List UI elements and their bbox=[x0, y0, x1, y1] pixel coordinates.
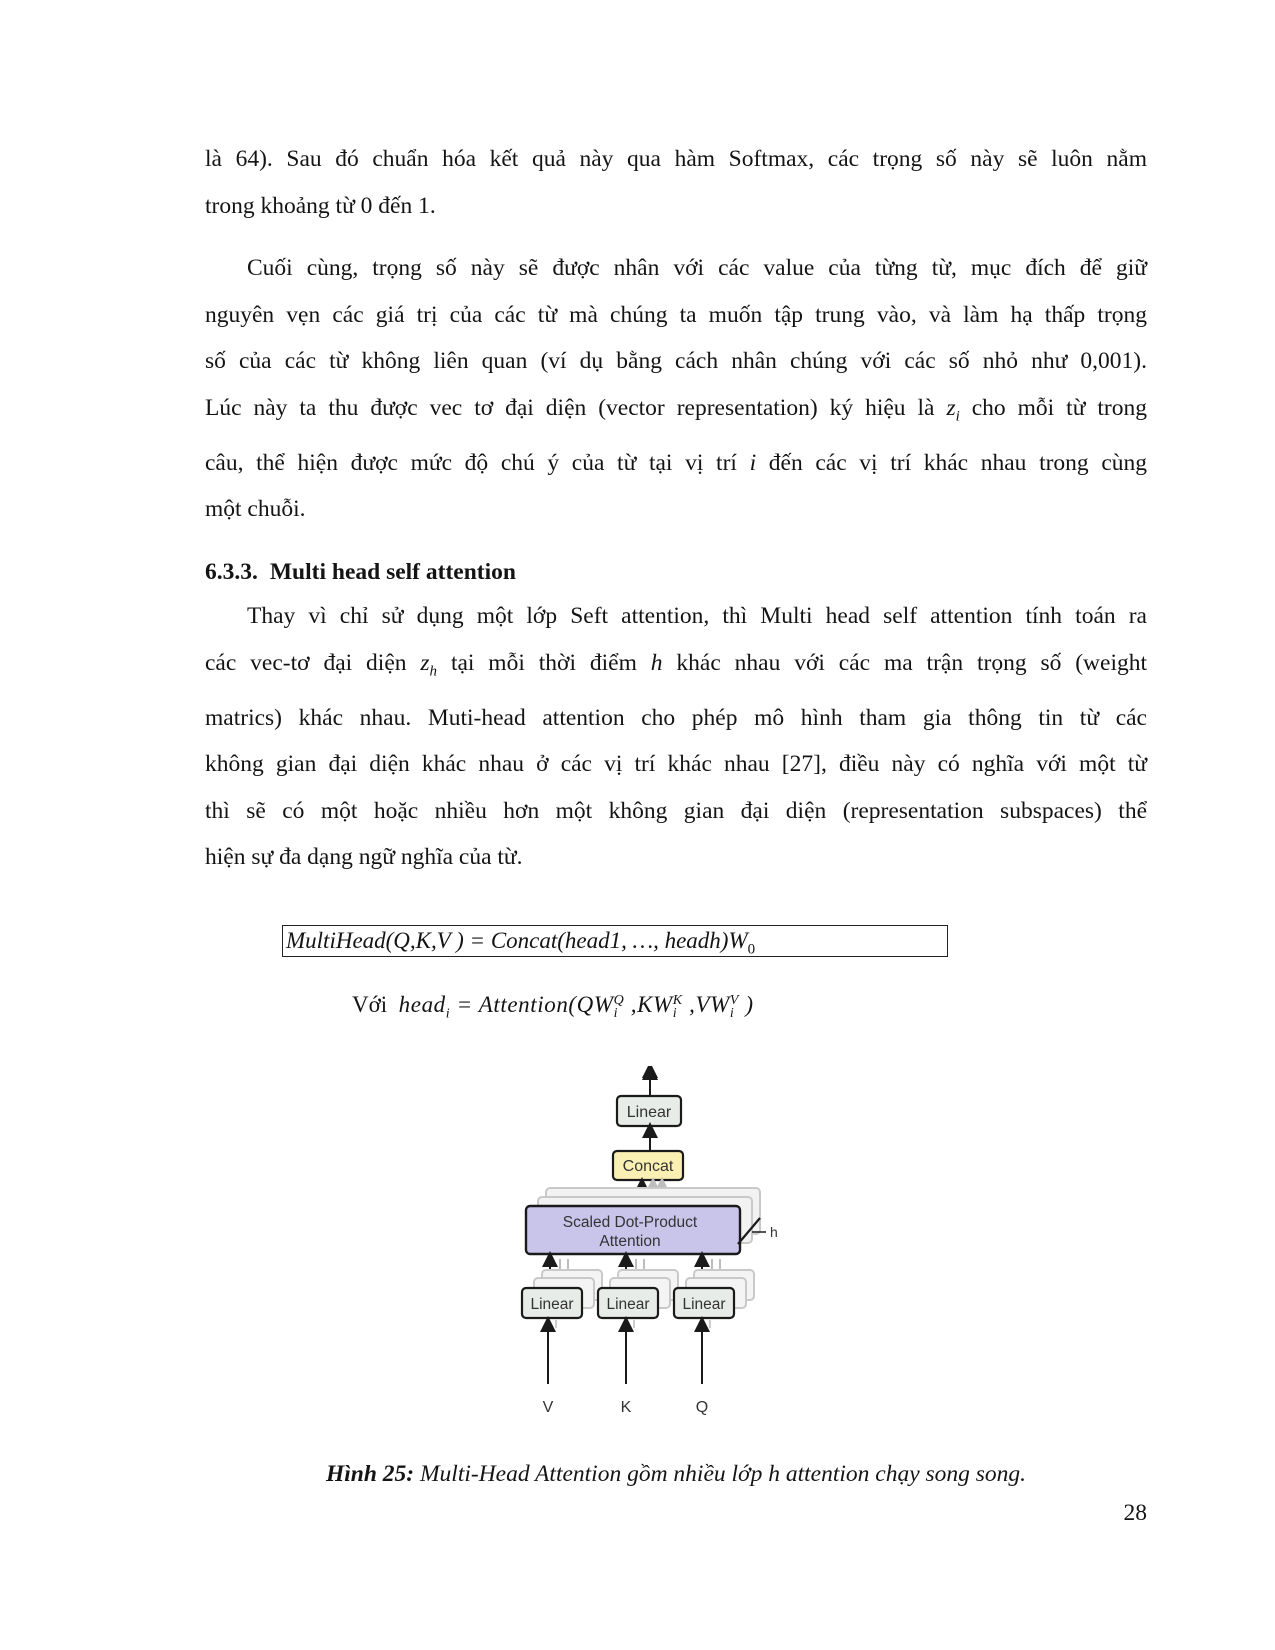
text-line: matrics) khác nhau. Muti-head attention cho phép mô hình tham gia thông tin từ các bbox=[205, 704, 1147, 731]
figure-caption bbox=[205, 1461, 1147, 1488]
text-line: số của các từ không liên quan (ví dụ bằng cách nhân chúng với các số nhỏ như 0,001). bbox=[205, 348, 1147, 374]
section-number: 6.3.3. bbox=[205, 559, 258, 585]
input-k: K bbox=[620, 1399, 632, 1416]
page-number: 28 bbox=[1123, 1500, 1147, 1526]
text-line: Lúc này ta thu được vec tơ đại diện (vector representation) ký hiệu là $z_i$ cho mỗi từ trong bbox=[205, 394, 1148, 425]
top-linear-label: Linear bbox=[626, 1104, 672, 1121]
text-line: các vec-tơ đại diện $z_h$ tại mỗi thời điểm h khác nhau với các ma trận trọng số (weight bbox=[205, 649, 1148, 680]
math-z-h: $z_h$ bbox=[420, 649, 438, 680]
caption-text: Multi-Head Attention gồm nhiều lớp h attention chạy song song. bbox=[419, 1461, 1027, 1487]
paragraph-weighted-values bbox=[205, 245, 1147, 533]
math-i: i bbox=[749, 449, 757, 476]
paragraph-multi-head bbox=[205, 593, 1147, 881]
text-line: Cuối cùng, trọng số này sẽ được nhân với các value của từng từ, mục đích để giữ bbox=[247, 255, 1147, 281]
attention-label-2: Attention bbox=[599, 1233, 661, 1250]
caption-label: Hình 25: bbox=[325, 1461, 415, 1487]
input-v: V bbox=[542, 1399, 554, 1416]
text-line: không gian đại diện khác nhau ở các vị trí khác nhau [27], điều này có nghĩa với một từ bbox=[205, 751, 1147, 778]
h-label: h bbox=[770, 1224, 778, 1240]
input-q: Q bbox=[695, 1399, 709, 1416]
multi-head-attention-diagram bbox=[520, 1066, 830, 1446]
paragraph-softmax bbox=[205, 136, 1147, 229]
text-line: trong khoảng từ 0 đến 1. bbox=[205, 192, 436, 219]
text-line: hiện sự đa dạng ngữ nghĩa của từ. bbox=[205, 844, 523, 871]
linear-label-q: Linear bbox=[682, 1296, 726, 1313]
section-title: Multi head self attention bbox=[269, 559, 516, 585]
text-line: một chuỗi. bbox=[205, 496, 306, 523]
section-heading bbox=[205, 559, 516, 586]
linear-label-v: Linear bbox=[530, 1296, 574, 1313]
concat-label: Concat bbox=[622, 1158, 674, 1175]
math-z-i: $z_i$ bbox=[946, 394, 960, 425]
text-line: là 64). Sau đó chuẩn hóa kết quả này qua hàm Softmax, các trọng số này sẽ luôn nằm bbox=[205, 146, 1147, 172]
attention-label-1: Scaled Dot-Product bbox=[562, 1214, 698, 1231]
linear-label-k: Linear bbox=[606, 1296, 650, 1313]
text-line: thì sẽ có một hoặc nhiều hơn một không gian đại diện (representation subspaces) thể bbox=[205, 797, 1147, 824]
text-line: câu, thể hiện được mức độ chú ý của từ tại vị trí i đến các vị trí khác nhau trong cùng bbox=[205, 449, 1148, 476]
text-line: Thay vì chỉ sử dụng một lớp Seft attention, thì Multi head self attention tính toán ra bbox=[247, 603, 1147, 629]
text-line: nguyên vẹn các giá trị của các từ mà chúng ta muốn tập trung vào, và làm hạ thấp trọng bbox=[205, 301, 1147, 328]
head-formula: Với head$_i$ = Attention(QW Q i ,KW K i ,VW V i ) bbox=[352, 992, 754, 1022]
math-h: h bbox=[650, 649, 663, 676]
multihead-formula: MultiHead(Q,K,V ) = Concat(head1, …, $headh)W_0$ bbox=[282, 925, 948, 957]
